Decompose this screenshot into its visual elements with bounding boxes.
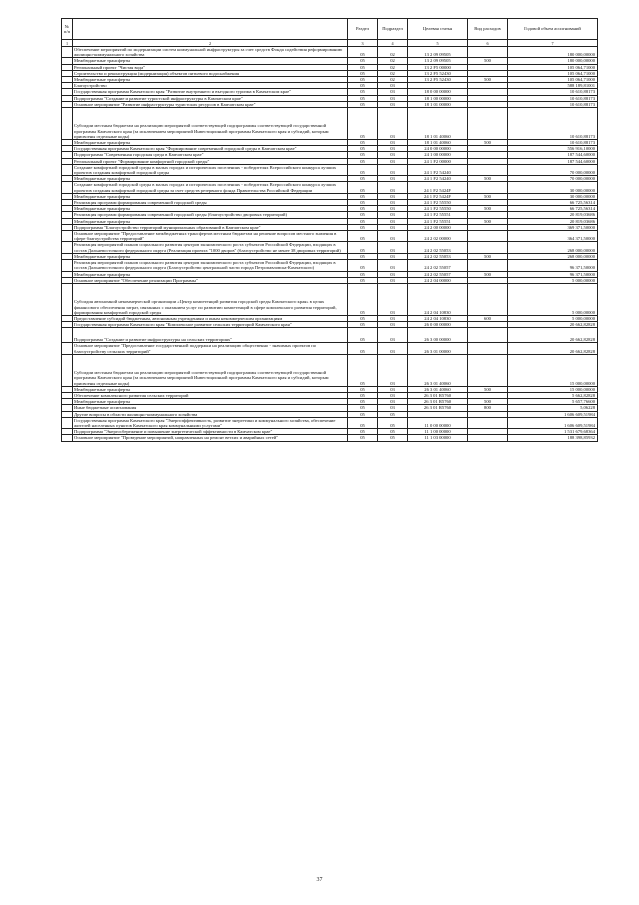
row-amount-cell: 5,06228 [508,405,598,411]
row-vid-cell: 500 [468,386,508,392]
row-target-cell: 24 2 04 10830 [408,315,468,321]
row-name-cell: Основное мероприятие "Предоставление государственной поддержки на реализацию общественно - значимых проектов по благоустройству сельских территорий" [73,343,348,354]
table-row [62,417,598,428]
row-razdel-cell: 05 [348,271,378,277]
row-name-cell: Подпрограмма "Благоустройство территорий муниципальных образований в Камчатском крае" [73,224,348,230]
row-target-cell: 18 1 01 00000 [408,101,468,107]
row-vid-cell [468,328,508,343]
table-row [62,47,598,58]
row-target-cell: 24 2 00 00000 [408,224,468,230]
row-amount-cell: 105 064,71000 [508,70,598,76]
row-razdel-cell: 05 [348,277,378,283]
row-razdel-cell: 05 [348,283,378,315]
row-amount-cell: 588 189,81001 [508,83,598,89]
row-podrazdel-cell: 03 [378,242,408,253]
row-podrazdel-cell: 02 [378,77,408,83]
row-razdel-cell: 05 [348,146,378,152]
row-vid-cell: 500 [468,206,508,212]
row-razdel-cell: 05 [348,429,378,435]
row-num-cell [62,242,73,253]
row-target-cell: 24 1 F2 55551 [408,218,468,224]
row-vid-cell: 500 [468,140,508,146]
row-vid-cell [468,435,508,441]
row-razdel-cell: 05 [348,64,378,70]
row-target-cell: 11 0 00 00000 [408,417,468,428]
row-razdel-cell: 05 [348,47,378,58]
row-target-cell: 11 1 03 00000 [408,435,468,441]
row-name-cell: Подпрограмма "Создание и развитие инфраструктуры на сельских территориях" [73,328,348,343]
row-razdel-cell: 05 [348,260,378,271]
row-name-cell: Государственная программа Камчатского края "Развитие внутреннего и въездного туризма в Камчатском крае" [73,89,348,95]
row-podrazdel-cell: 03 [378,140,408,146]
row-podrazdel-cell: 02 [378,64,408,70]
row-amount-cell: 96 371,50000 [508,271,598,277]
budget-table [61,18,598,442]
row-name-cell: Межбюджетные трансферты [73,399,348,405]
table-row [62,435,598,441]
row-amount-cell: 187 544,60000 [508,152,598,158]
row-target-cell: 24 1 F2 54240 [408,176,468,182]
row-name-cell: Государственная программа Камчатского края "Комплексное развитие сельских территорий Камчатского края" [73,322,348,328]
row-razdel-cell: 05 [348,108,378,140]
row-num-cell [62,417,73,428]
row-razdel-cell: 05 [348,224,378,230]
row-razdel-cell: 05 [348,101,378,107]
row-podrazdel-cell: 03 [378,182,408,193]
row-amount-cell: 20 662,82828 [508,328,598,343]
row-name-cell: Предоставление субсидий бюджетным, автономным учреждениям и иным некоммерческим организациям [73,315,348,321]
row-razdel-cell: 05 [348,242,378,253]
row-podrazdel-cell: 03 [378,354,408,386]
row-vid-cell [468,260,508,271]
row-amount-cell: 1 606 609,51984 [508,417,598,428]
row-podrazdel-cell: 05 [378,417,408,428]
row-amount-cell: 188 398,85932 [508,435,598,441]
row-name-cell: Межбюджетные трансферты [73,176,348,182]
row-razdel-cell: 05 [348,77,378,83]
row-name-cell: Региональный проект "Формирование комфортной городской среды" [73,158,348,164]
row-target-cell: 24 1 F2 55550 [408,200,468,206]
row-podrazdel-cell: 03 [378,231,408,242]
row-amount-cell: 20 662,82828 [508,322,598,328]
budget-table-container [61,18,597,442]
row-vid-cell [468,242,508,253]
row-razdel-cell: 05 [348,152,378,158]
row-razdel-cell: 05 [348,193,378,199]
header-amount: Годовой объем ассигнований [508,19,598,40]
row-amount-cell: 20 662,82828 [508,343,598,354]
row-target-cell: 24 0 00 00000 [408,146,468,152]
row-num-cell [62,108,73,140]
row-name-cell: Иные бюджетные ассигнования [73,405,348,411]
row-name-cell: Реализация программ формирования современной городской среды [73,200,348,206]
row-target-cell: 24 1 00 00000 [408,152,468,158]
row-amount-cell: 180 000,00000 [508,58,598,64]
row-name-cell: Основное мероприятие "Развитие инфраструктуры туристских ресурсов в Камчатском крае" [73,101,348,107]
col-number: 6 [468,40,508,47]
row-vid-cell: 500 [468,218,508,224]
row-amount-cell: 10 610,88173 [508,140,598,146]
row-razdel-cell: 05 [348,322,378,328]
row-podrazdel-cell: 03 [378,212,408,218]
row-target-cell: 26 3 00 00000 [408,328,468,343]
row-podrazdel-cell: 02 [378,47,408,58]
row-num-cell [62,354,73,386]
row-amount-cell: 10 610,88173 [508,108,598,140]
table-body [62,47,598,442]
row-target-cell: 18 1 00 00000 [408,95,468,101]
table-row [62,164,598,175]
row-name-cell: Основное мероприятие "Проведение мероприятий, направленных на ремонт ветхих и аварийных сетей" [73,435,348,441]
row-podrazdel-cell: 03 [378,392,408,398]
row-target-cell: 26 0 00 00000 [408,322,468,328]
row-podrazdel-cell: 03 [378,83,408,89]
row-podrazdel-cell: 03 [378,253,408,259]
header-razdel: Раздел [348,19,378,40]
row-podrazdel-cell: 03 [378,386,408,392]
table-row [62,354,598,386]
row-name-cell: Реализация мероприятий планов социального развития центров экономического роста субъектов Российской Федерации, входящих в состав Дальневосточного федерального округа (Благоустройство центральной части города Петропавловска-Камчатского) [73,260,348,271]
col-number: 3 [348,40,378,47]
row-name-cell: Межбюджетные трансферты [73,271,348,277]
row-target-cell: 18 0 00 00000 [408,89,468,95]
row-podrazdel-cell: 03 [378,277,408,283]
row-vid-cell: 500 [468,77,508,83]
header-name [73,19,348,40]
row-razdel-cell: 05 [348,328,378,343]
col-number: 2 [73,40,348,47]
row-razdel-cell: 05 [348,386,378,392]
row-name-cell: Основное мероприятие "Предоставление межбюджетных трансфертов местным бюджетам на решение вопросов местного значения в сфере благоустройства территорий" [73,231,348,242]
row-razdel-cell: 05 [348,140,378,146]
row-podrazdel-cell: 03 [378,146,408,152]
row-podrazdel-cell: 03 [378,328,408,343]
row-vid-cell: 500 [468,193,508,199]
row-vid-cell: 500 [468,58,508,64]
row-razdel-cell: 05 [348,164,378,175]
row-name-cell: Межбюджетные трансферты [73,218,348,224]
row-podrazdel-cell: 03 [378,108,408,140]
row-amount-cell: 364 371,50000 [508,231,598,242]
row-razdel-cell: 05 [348,182,378,193]
row-target-cell: 24 2 02 00000 [408,231,468,242]
table-row [62,328,598,343]
row-target-cell: 26 3 01 R5760 [408,392,468,398]
row-vid-cell: 500 [468,253,508,259]
row-razdel-cell: 05 [348,354,378,386]
row-amount-cell: 556 916,10000 [508,146,598,152]
row-amount-cell: 268 000,00000 [508,253,598,259]
row-podrazdel-cell: 03 [378,405,408,411]
row-amount-cell: 15 000,00000 [508,386,598,392]
row-name-cell: Подпрограмма "Создание и развитие туристской инфраструктуры в Камчатском крае" [73,95,348,101]
row-target-cell: 24 2 02 55053 [408,253,468,259]
row-razdel-cell: 05 [348,405,378,411]
row-num-cell [62,231,73,242]
row-podrazdel-cell: 03 [378,218,408,224]
row-amount-cell: 105 064,71000 [508,77,598,83]
row-target-cell: 24 2 02 55053 [408,242,468,253]
row-vid-cell [468,354,508,386]
row-podrazdel-cell: 03 [378,101,408,107]
row-podrazdel-cell: 03 [378,271,408,277]
page-number: 37 [316,877,323,883]
row-amount-cell: 187 544,60000 [508,158,598,164]
row-num-cell [62,182,73,193]
row-amount-cell: 105 064,71000 [508,64,598,70]
row-podrazdel-cell: 03 [378,158,408,164]
row-razdel-cell: 05 [348,218,378,224]
row-name-cell: Субсидия автономной некоммерческой организации «Центр компетенций развития городской среды Камчатского края» в целях финансового обеспечения затрат, связанных с оказанием услуг по развитию компетенций в сфере комплексного развития территорий, формирования комфортной городской среды [73,283,348,315]
row-num-cell [62,343,73,354]
header-podrazdel: Подраздел [378,19,408,40]
row-name-cell: Обеспечение комплексного развития сельских территорий [73,392,348,398]
row-podrazdel-cell: 02 [378,70,408,76]
row-amount-cell: 180 000,00000 [508,47,598,58]
row-name-cell: Другие вопросы в области жилищно-коммунального хозяйства [73,411,348,417]
row-target-cell: 13 2 09 09505 [408,58,468,64]
row-target-cell: 18 1 01 40060 [408,140,468,146]
row-target-cell: 13 2 F5 52430 [408,77,468,83]
table-header-row [62,19,598,40]
row-razdel-cell: 05 [348,70,378,76]
row-amount-cell: 30 000,00000 [508,193,598,199]
row-name-cell: Реализация мероприятий планов социального развития центров экономического роста субъектов Российской Федерации, входящих в состав Дальневосточного федерального округа (Реализация проекта "1000 дворов" (благоустройство не менее 38 дворовых территорий) [73,242,348,253]
row-amount-cell: 96 371,50000 [508,260,598,271]
row-razdel-cell: 05 [348,206,378,212]
table-row [62,260,598,271]
row-amount-cell: 15 000,00000 [508,354,598,386]
row-target-cell: 24 1 F2 55550 [408,206,468,212]
row-podrazdel-cell: 05 [378,429,408,435]
row-vid-cell: 500 [468,271,508,277]
row-podrazdel-cell: 03 [378,399,408,405]
row-razdel-cell: 05 [348,58,378,64]
row-target-cell: 24 2 04 00000 [408,277,468,283]
column-numbers-row [62,40,598,47]
row-vid-cell [468,182,508,193]
row-podrazdel-cell: 03 [378,95,408,101]
row-name-cell: Строительство и реконструкция (модернизация) объектов питьевого водоснабжения [73,70,348,76]
row-name-cell: Межбюджетные трансферты [73,253,348,259]
table-row [62,343,598,354]
row-num-cell [62,260,73,271]
row-podrazdel-cell: 03 [378,206,408,212]
row-name-cell: Государственная программа Камчатского края "Формирование современной городской среды в Камчатском крае" [73,146,348,152]
table-row [62,283,598,315]
row-name-cell: Субсидии местным бюджетам на реализацию мероприятий соответствующей подпрограммы соответствующей государственной программы Камчатского края (за исключением мероприятий Инвестиционной программы Камчатского края и субсидий, которым присвоены отдельные коды) [73,108,348,140]
row-podrazdel-cell: 02 [378,58,408,64]
row-target-cell: 26 3 01 40060 [408,354,468,386]
row-podrazdel-cell: 03 [378,152,408,158]
row-razdel-cell: 05 [348,212,378,218]
col-number: 1 [62,40,73,47]
row-amount-cell: 70 000,00000 [508,176,598,182]
row-podrazdel-cell: 05 [378,435,408,441]
col-number: 4 [378,40,408,47]
row-podrazdel-cell: 05 [378,411,408,417]
row-podrazdel-cell: 03 [378,176,408,182]
row-vid-cell: 600 [468,315,508,321]
row-razdel-cell: 05 [348,83,378,89]
row-name-cell: Межбюджетные трансферты [73,140,348,146]
row-podrazdel-cell: 03 [378,164,408,175]
row-razdel-cell: 05 [348,399,378,405]
row-podrazdel-cell: 03 [378,193,408,199]
row-vid-cell [468,164,508,175]
row-target-cell: 24 1 F2 5424F [408,193,468,199]
row-num-cell [62,283,73,315]
row-podrazdel-cell: 03 [378,89,408,95]
row-name-cell: Межбюджетные трансферты [73,193,348,199]
row-podrazdel-cell: 03 [378,322,408,328]
row-name-cell: Подпрограмма "Современная городская среда в Камчатском крае" [73,152,348,158]
row-num-cell [62,328,73,343]
row-target-cell: 11 1 00 00000 [408,429,468,435]
row-podrazdel-cell: 03 [378,283,408,315]
row-amount-cell: 30 000,00000 [508,182,598,193]
row-vid-cell [468,283,508,315]
header-vid: Вид расходов [468,19,508,40]
row-podrazdel-cell: 03 [378,224,408,230]
row-amount-cell: 20 819,03686 [508,212,598,218]
row-target-cell: 13 2 09 09505 [408,47,468,58]
row-vid-cell: 500 [468,399,508,405]
row-name-cell: Межбюджетные трансферты [73,77,348,83]
row-num-cell [62,435,73,441]
row-target-cell: 26 3 01 00000 [408,343,468,354]
row-amount-cell: 10 610,88173 [508,95,598,101]
col-number: 7 [508,40,598,47]
row-amount-cell: 10 610,88173 [508,89,598,95]
row-name-cell: Региональный проект "Чистая вода" [73,64,348,70]
row-amount-cell: 20 819,03686 [508,218,598,224]
row-target-cell: 13 2 F5 00000 [408,64,468,70]
row-vid-cell [468,343,508,354]
row-target-cell: 24 2 04 10830 [408,283,468,315]
row-razdel-cell: 05 [348,158,378,164]
row-name-cell: Обеспечение мероприятий по модернизации систем коммунальной инфраструктуры за счет средств Фонда содействия реформированию жилищно-коммунального хозяйства [73,47,348,58]
row-vid-cell: 800 [468,405,508,411]
row-amount-cell: 5 000,00000 [508,277,598,283]
row-target-cell: 26 3 01 40060 [408,386,468,392]
row-vid-cell [468,417,508,428]
row-podrazdel-cell: 03 [378,260,408,271]
row-razdel-cell: 05 [348,417,378,428]
row-amount-cell: 66 725,56314 [508,200,598,206]
row-target-cell: 13 2 F5 52430 [408,70,468,76]
row-razdel-cell: 05 [348,231,378,242]
row-name-cell: Межбюджетные трансферты [73,386,348,392]
row-vid-cell: 500 [468,176,508,182]
header-target: Целевая статья [408,19,468,40]
row-razdel-cell: 05 [348,315,378,321]
row-num-cell [62,47,73,58]
row-amount-cell: 5 000,00000 [508,315,598,321]
row-razdel-cell: 05 [348,411,378,417]
row-amount-cell: 66 725,56314 [508,206,598,212]
row-name-cell: Межбюджетные трансферты [73,206,348,212]
row-target-cell: 24 2 02 55057 [408,260,468,271]
row-target-cell: 18 1 01 40060 [408,108,468,140]
row-target-cell: 26 3 01 R5760 [408,405,468,411]
row-amount-cell: 5 657,76600 [508,399,598,405]
row-name-cell: Создание комфортной городской среды в малых городах и исторических поселениях - победителях Всероссийского конкурса лучших проектов создания комфортной городской среды [73,164,348,175]
row-name-cell: Подпрограмма "Энергосбережение и повышение энергетической эффективности в Камчатском крае" [73,429,348,435]
row-vid-cell [468,47,508,58]
row-razdel-cell: 05 [348,343,378,354]
row-amount-cell: 1 531 679,68364 [508,429,598,435]
row-target-cell: 24 1 F2 54240 [408,164,468,175]
row-razdel-cell: 05 [348,392,378,398]
row-amount-cell: 10 610,88173 [508,101,598,107]
row-amount-cell: 1 606 609,51984 [508,411,598,417]
table-row [62,182,598,193]
table-row [62,231,598,242]
row-vid-cell [468,108,508,140]
row-name-cell: Реализация программ формирования современной городской среды (благоустройство дворовых территорий) [73,212,348,218]
row-name-cell: Основное мероприятие "Обеспечение реализации Программы" [73,277,348,283]
row-razdel-cell: 05 [348,200,378,206]
row-name-cell: Благоустройство [73,83,348,89]
row-target-cell: 26 3 01 R5760 [408,399,468,405]
row-razdel-cell: 05 [348,89,378,95]
header-num: № п/п [62,19,73,40]
row-razdel-cell: 05 [348,176,378,182]
row-name-cell: Государственная программа Камчатского края "Энергоэффективность, развитие энергетики и коммунального хозяйства, обеспечение жителей населенных пунктов Камчатского края коммунальными услугами" [73,417,348,428]
row-razdel-cell: 05 [348,435,378,441]
row-amount-cell: 70 000,00000 [508,164,598,175]
row-name-cell: Межбюджетные трансферты [73,58,348,64]
row-amount-cell: 5 000,00000 [508,283,598,315]
row-podrazdel-cell: 03 [378,200,408,206]
table-row [62,242,598,253]
row-podrazdel-cell: 03 [378,315,408,321]
row-num-cell [62,164,73,175]
row-amount-cell: 268 000,00000 [508,242,598,253]
row-name-cell: Субсидии местным бюджетам на реализацию мероприятий соответствующей подпрограммы соответствующей государственной программы Камчатского края (за исключением мероприятий Инвестиционной программы Камчатского края и субсидий, которым присвоены отдельные коды) [73,354,348,386]
col-number: 5 [408,40,468,47]
row-podrazdel-cell: 03 [378,343,408,354]
row-target-cell: 24 1 F2 5424F [408,182,468,193]
row-target-cell: 24 1 F2 00000 [408,158,468,164]
table-row [62,108,598,140]
row-razdel-cell: 05 [348,253,378,259]
row-amount-cell: 5 662,82828 [508,392,598,398]
row-razdel-cell: 05 [348,95,378,101]
row-vid-cell [468,231,508,242]
row-name-cell: Создание комфортной городской среды в малых городах и исторических поселениях - победителях Всероссийского конкурса лучших проектов создания комфортной городской среды за счет средств резервного фонда Правительства Российской Федерации [73,182,348,193]
row-target-cell: 24 2 02 55057 [408,271,468,277]
row-target-cell: 24 1 F2 55551 [408,212,468,218]
row-amount-cell: 369 371,50000 [508,224,598,230]
